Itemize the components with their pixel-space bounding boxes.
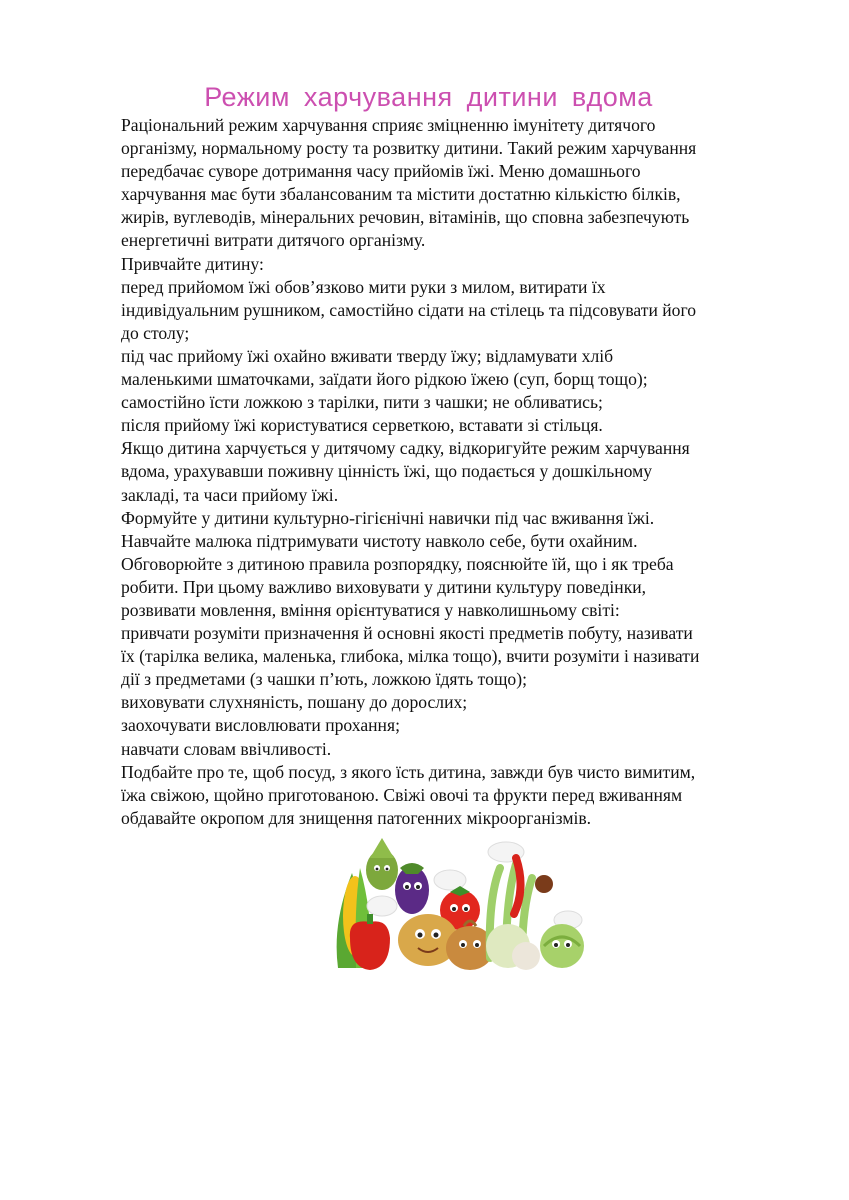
paragraph-line: до столу;	[121, 322, 190, 343]
paragraph-line: Якщо дитина харчується у дитячому садку, відкоригуйте режим харчування	[121, 438, 690, 459]
paragraph-line: організму, нормальному росту та розвитку дитини. Такий режим харчування	[121, 138, 697, 159]
paragraph-line: обдавайте окропом для знищення патогенних мікроорганізмів.	[121, 807, 592, 828]
paragraph-line: харчування має бути збалансованим та містити достатню кількістю білків,	[121, 184, 681, 205]
paragraph-line: дії з предметами (з чашки п’ють, ложкою їдять тощо);	[121, 669, 527, 690]
eggplant-character	[395, 863, 429, 914]
paragraph-line: передбачає суворе дотримання часу прийомів їжі. Меню домашнього	[121, 161, 641, 182]
paragraph-line: Обговорюйте з дитиною правила розпорядку, пояснюйте їй, що і як треба	[121, 553, 674, 574]
vegetables-illustration	[330, 828, 590, 978]
artichoke-character	[366, 838, 398, 890]
paragraph-line: Формуйте у дитини культурно-гігієнічні навички під час вживання їжі.	[121, 507, 655, 528]
paragraph-line: перед прийомом їжі обов’язково мити руки з милом, витирати їх	[121, 276, 606, 297]
page-title: Режим харчування дитини вдома	[204, 82, 653, 112]
paragraph-line: індивідуальним рушником, самостійно сідати на стілець та підсовувати його	[121, 299, 697, 320]
paragraph-line: самостійно їсти ложкою з тарілки, пити з чашки; не обливатись;	[121, 392, 603, 413]
paragraph-line: навчати словам ввічливості.	[121, 738, 332, 759]
paragraph-line: під час прийому їжі охайно вживати тверду їжу; відламувати хліб	[121, 345, 614, 366]
paragraph-line: Раціональний режим харчування сприяє зміцненню імунітету дитячого	[121, 115, 656, 135]
paragraph-line: заохочувати висловлювати прохання;	[121, 715, 400, 736]
paragraph-line: привчати розуміти призначення й основні якості предметів побуту, називати	[121, 623, 693, 644]
paragraph-line: маленькими шматочками, заїдати його рідкою їжею (суп, борщ тощо);	[121, 369, 648, 390]
paragraph-line: вдома, урахувавши поживну цінність їжі, що подається у дошкільному	[121, 461, 653, 482]
paragraph-line: Навчайте малюка підтримувати чистоту навколо себе, бути охайним.	[121, 530, 638, 551]
cabbage-character	[540, 924, 584, 968]
paragraph-line: Подбайте про те, щоб посуд, з якого їсть дитина, завжди був чисто вимитим,	[121, 761, 696, 782]
paragraph-line: жирів, вуглеводів, мінеральних речовин, вітамінів, що сповна забезпечують	[121, 207, 690, 228]
garlic-character	[512, 942, 540, 970]
paragraph-line: їжа свіжою, щойно приготованою. Свіжі овочі та фрукти перед вживанням	[121, 784, 683, 805]
article-body	[121, 114, 791, 830]
paragraph-line: робити. При цьому важливо виховувати у дитини культуру поведінки,	[121, 576, 647, 597]
paragraph-line: виховувати слухняність, пошану до дорослих;	[121, 692, 468, 713]
paragraph-line: енергетичні витрати дитячого організму.	[121, 230, 426, 251]
paragraph-line: їх (тарілка велика, маленька, глибока, мілка тощо), вчити розуміти і називати	[121, 646, 700, 667]
paragraph-line: після прийому їжі користуватися серветкою, вставати зі стільця.	[121, 415, 603, 436]
paragraph-line: розвивати мовлення, вміння орієнтуватися у навколишньому світі:	[121, 599, 620, 620]
paragraph-line: Привчайте дитину:	[121, 253, 264, 274]
paragraph-line: закладі, та часи прийому їжі.	[121, 484, 339, 505]
